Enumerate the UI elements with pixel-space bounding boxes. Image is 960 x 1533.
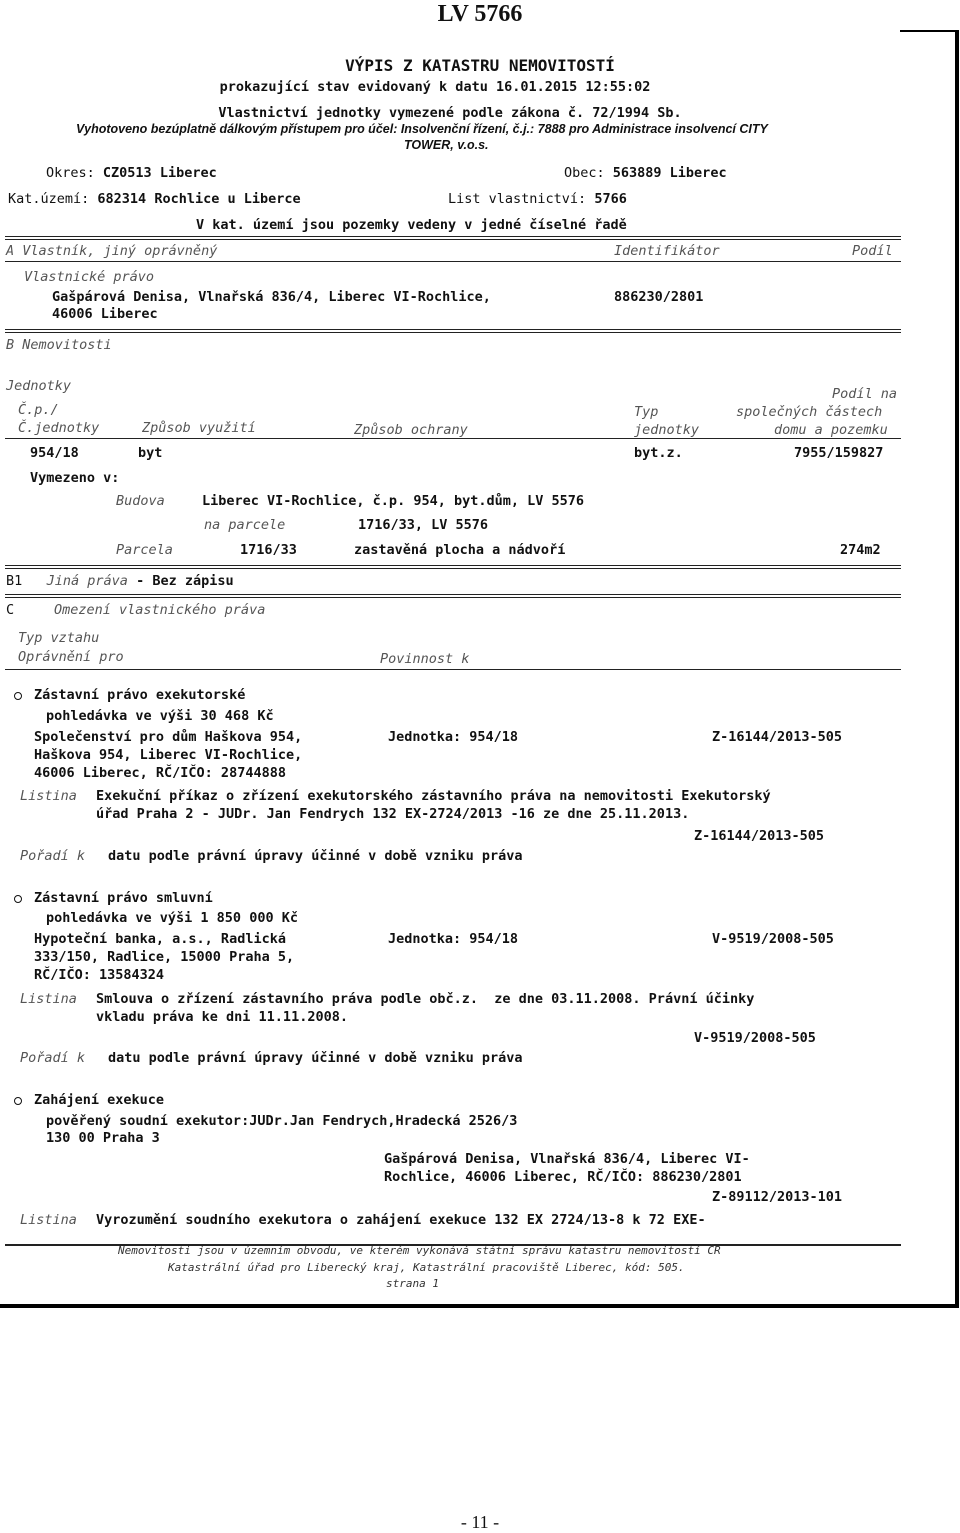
numbering-note: V kat. území jsou pozemky vedeny v jedné číselné řadě [196, 217, 627, 233]
lien-1-amount: pohledávka ve výši 30 468 Kč [46, 708, 274, 724]
section-c-label: C [6, 602, 15, 618]
obec-label [564, 164, 727, 182]
lv-value: 5766 [594, 191, 627, 207]
col-entitled-for: Oprávnění pro [18, 649, 124, 665]
section-b1 [6, 572, 234, 590]
purpose-line-2: TOWER, v.o.s. [404, 138, 489, 152]
page-number: - 11 - [460, 1512, 500, 1532]
divider [5, 438, 901, 439]
execution-doc-1: Vyrozumění soudního exekutora o zahájení exekuce 132 EX 2724/13-8 k 72 EXE- [96, 1212, 706, 1228]
owner-name-line-2: 46006 Liberec [52, 306, 158, 322]
divider [5, 236, 901, 240]
section-b1-value: - Bez zápisu [136, 573, 234, 589]
lien-1-ref: Z-16144/2013-505 [712, 729, 843, 745]
obec-label-text: Obec: [564, 165, 605, 181]
lien-1-unit: Jednotka: 954/18 [388, 729, 519, 745]
lien-2-creditor-3: RČ/IČO: 13584324 [34, 967, 165, 983]
lien-2-creditor-2: 333/150, Radlice, 15000 Praha 5, [34, 949, 295, 965]
section-c-title: Omezení vlastnického práva [54, 602, 266, 618]
divider [5, 261, 901, 262]
unit-type: byt.z. [634, 445, 683, 461]
section-a-title: A Vlastník, jiný oprávněný [6, 243, 218, 259]
frame-right [955, 30, 959, 1308]
footer-page: strana 1 [386, 1277, 439, 1290]
col-unit-no: Č.jednotky [18, 420, 100, 436]
lien-1-doc-ref: Z-16144/2013-505 [694, 828, 825, 844]
execution-doc-label: Listina [20, 1212, 77, 1228]
ownership-type: Vlastnictví jednotky vymezené podle zákona č. 72/1994 Sb. [218, 105, 682, 121]
executor-line-2: 130 00 Praha 3 [46, 1130, 160, 1146]
section-b-title: B Nemovitosti [6, 337, 112, 353]
lien-2-doc-1: Smlouva o zřízení zástavního práva podle obč.z. ze dne 03.11.2008. Právní účinky [96, 991, 755, 1007]
building-value: Liberec VI-Rochlice, č.p. 954, byt.dům, LV 5576 [202, 493, 585, 509]
parcel-label: Parcela [116, 542, 173, 558]
lien-1-order: datu podle právní úpravy účinné v době vzniku práva [108, 848, 523, 864]
cadastre-extract-document [0, 30, 960, 1308]
kat-uzemi [8, 190, 301, 208]
kat-uzemi-label: Kat.území: [8, 191, 90, 207]
lien-2-creditor-1: Hypoteční banka, a.s., Radlická [34, 931, 286, 947]
unit-share: 7955/159827 [794, 445, 884, 461]
okres-label-text: Okres: [46, 165, 95, 181]
col-share-3: domu a pozemku [774, 422, 888, 438]
col-identifier: Identifikátor [614, 243, 720, 259]
col-share-2: společných částech [736, 404, 883, 420]
frame-top [900, 30, 959, 32]
lien-1-creditor-1: Společenství pro dům Haškova 954, [34, 729, 303, 745]
defined-in-label: Vymezeno v: [30, 470, 120, 486]
bullet-icon [14, 895, 22, 903]
col-use: Způsob využití [142, 420, 256, 436]
lien-1-doc-2: úřad Praha 2 - JUDr. Jan Fendrych 132 EX-2724/2013 -16 ze dne 25.11.2013. [96, 806, 690, 822]
lv-number [448, 190, 627, 208]
col-type-1: Typ [634, 404, 659, 420]
building-label: Budova [116, 493, 165, 509]
parcel-area: 274m2 [840, 542, 881, 558]
col-share: Podíl [852, 243, 893, 259]
lien-2-doc-label: Listina [20, 991, 77, 1007]
parcel-number: 1716/33 [240, 542, 297, 558]
col-share-1: Podíl na [832, 386, 898, 402]
purpose-line-1: Vyhotoveno bezúplatně dálkovým přístupem pro účel: Insolvenční řízení, č.j.: 7888 pro Administrace insolvencí CITY [76, 122, 768, 136]
debtor-line-1: Gašpárová Denisa, Vlnařská 836/4, Liberec VI- [384, 1151, 750, 1167]
footer-line-2: Katastrální úřad pro Liberecký kraj, Katastrální pracoviště Liberec, kód: 505. [168, 1261, 685, 1274]
divider [5, 669, 901, 670]
lv-label: List vlastnictví: [448, 191, 587, 207]
lien-1-doc-label: Listina [20, 788, 77, 804]
frame-bottom [0, 1304, 959, 1308]
okres-value: CZ0513 Liberec [102, 165, 217, 181]
unit-number: 954/18 [30, 445, 79, 461]
owner-identifier: 886230/2801 [614, 289, 704, 305]
lien-1-title: Zástavní právo exekutorské [34, 687, 246, 703]
bullet-icon [14, 692, 22, 700]
lien-2-order: datu podle právní úpravy účinné v době vzniku práva [108, 1050, 523, 1066]
lien-1-order-label: Pořadí k [20, 848, 86, 864]
bullet-icon [14, 1097, 22, 1105]
divider [5, 565, 901, 569]
execution-title: Zahájení exekuce [34, 1092, 165, 1108]
lien-2-order-label: Pořadí k [20, 1050, 86, 1066]
on-parcel-value: 1716/33, LV 5576 [358, 517, 489, 533]
col-cp: Č.p./ [18, 402, 59, 418]
col-relation-type: Typ vztahu [18, 630, 100, 646]
debtor-line-2: Rochlice, 46006 Liberec, RČ/IČO: 886230/2801 [384, 1169, 742, 1185]
executor-line-1: pověřený soudní exekutor:JUDr.Jan Fendrych,Hradecká 2526/3 [46, 1113, 518, 1129]
divider [5, 594, 901, 598]
on-parcel-label: na parcele [204, 517, 286, 533]
col-obligation: Povinnost k [380, 651, 470, 667]
col-type-2: jednotky [634, 422, 700, 438]
document-title: VÝPIS Z KATASTRU NEMOVITOSTÍ [345, 56, 615, 75]
footer-line-1: Nemovitosti jsou v územním obvodu, ve kterém vykonává státní správu katastru nemovitostí ČR [118, 1244, 721, 1257]
lien-2-doc-ref: V-9519/2008-505 [694, 1030, 816, 1046]
kat-uzemi-value: 682314 Rochlice u Liberce [97, 191, 301, 207]
lien-1-creditor-2: Haškova 954, Liberec VI-Rochlice, [34, 747, 303, 763]
obec-value: 563889 Liberec [612, 165, 727, 181]
ownership-right-label: Vlastnické právo [24, 269, 155, 285]
col-protection: Způsob ochrany [354, 422, 468, 438]
unit-use: byt [138, 445, 163, 461]
lien-2-doc-2: vkladu práva ke dni 11.11.2008. [96, 1009, 348, 1025]
lien-1-doc-1: Exekuční příkaz o zřízení exekutorského zástavního práva na nemovitosti Exekutorský [96, 788, 771, 804]
owner-name-line-1: Gašpárová Denisa, Vlnařská 836/4, Liberec VI-Rochlice, [52, 289, 491, 305]
execution-ref: Z-89112/2013-101 [712, 1189, 843, 1205]
section-b1-label: B1 [6, 573, 23, 589]
section-b1-title: Jiná práva [46, 573, 128, 589]
lien-2-ref: V-9519/2008-505 [712, 931, 834, 947]
divider [5, 329, 901, 333]
document-subtitle: prokazující stav evidovaný k datu 16.01.2015 12:55:02 [219, 79, 651, 95]
parcel-type: zastavěná plocha a nádvoří [354, 542, 566, 558]
lien-2-unit: Jednotka: 954/18 [388, 931, 519, 947]
lien-2-amount: pohledávka ve výši 1 850 000 Kč [46, 910, 298, 926]
units-label: Jednotky [6, 378, 72, 394]
lien-1-creditor-3: 46006 Liberec, RČ/IČO: 28744888 [34, 765, 286, 781]
page-title: LV 5766 [437, 1, 523, 27]
okres-label [46, 164, 217, 182]
lien-2-title: Zástavní právo smluvní [34, 890, 213, 906]
